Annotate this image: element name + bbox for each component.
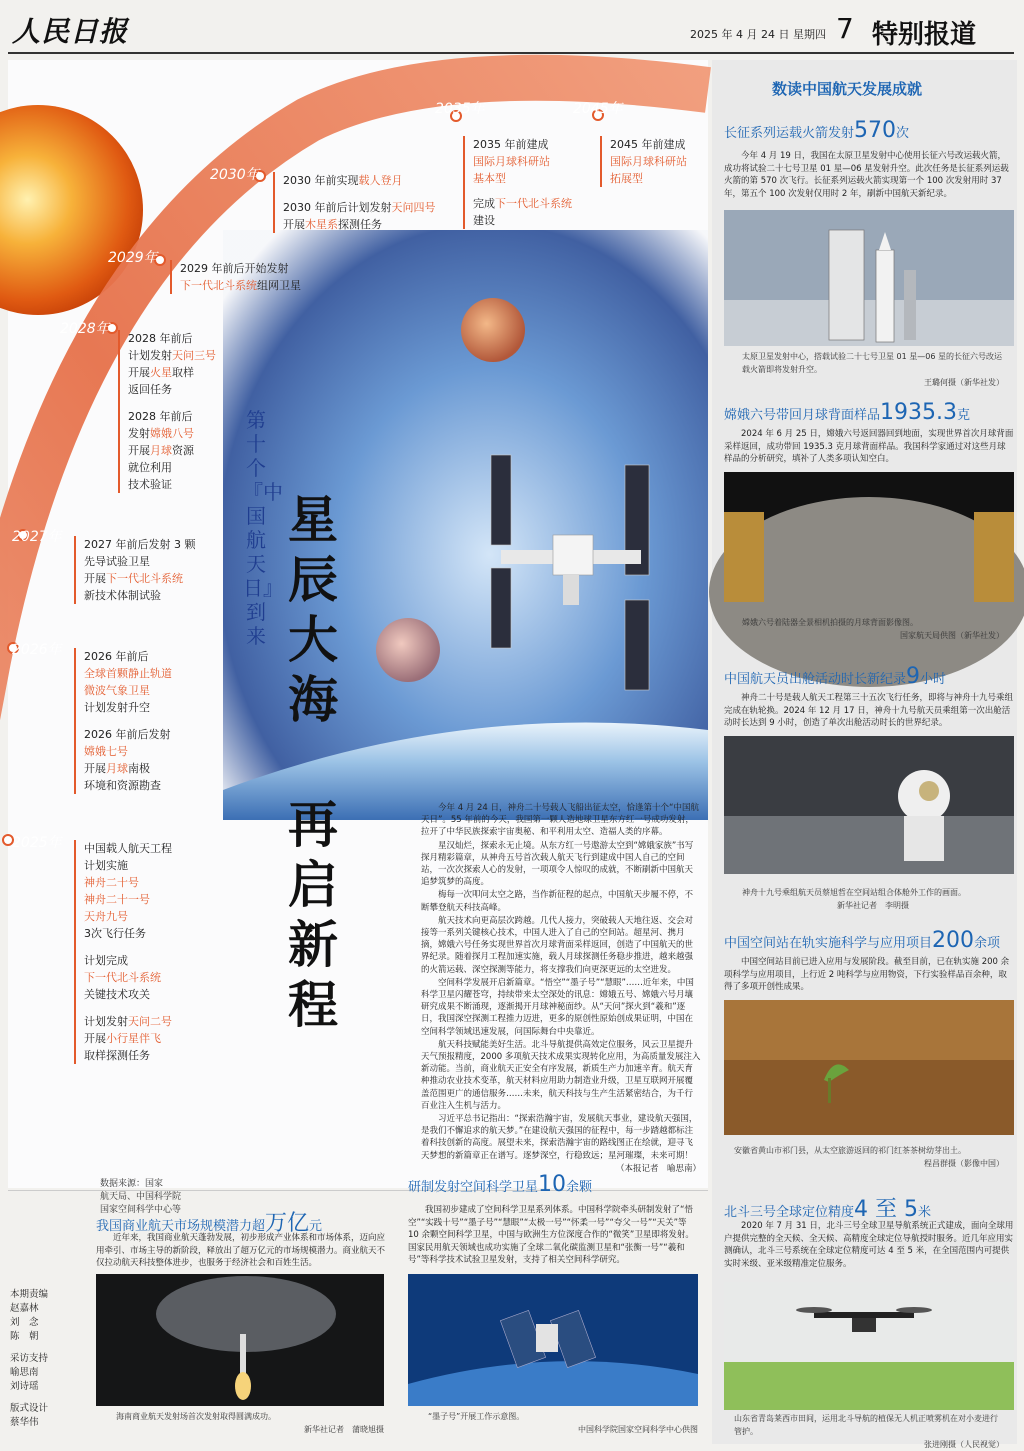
section-title: 特别报道	[872, 20, 977, 50]
commercial-space-title: 我国商业航天市场规模潜力超万亿元	[96, 1211, 323, 1236]
tea-photo-caption: 安徽省黄山市祁门县，从太空旅游返回的祁门红茶茶树幼芽出土。 程昌群摄（影像中国）	[734, 1146, 1004, 1168]
lunar-photo-caption: 嫦娥六号着陆器全景相机拍摄的月球背面影像图。 国家航天局供图（新华社发）	[742, 618, 1004, 640]
stat-rocket-title: 长征系列运载火箭发射570次	[724, 118, 910, 143]
lead-byline: （本报记者 喻思南）	[615, 1163, 701, 1174]
stat-space-station-text: 中国空间站目前已进入应用与发展阶段。截至目前，已在轨实施 200 余项科学与应用项目，上行近 2 吨科学与应用物资，下行实验样品百余种，取得了多项开创性成果。	[724, 957, 1010, 992]
stat-moon-sample-title: 嫦娥六号带回月球背面样品1935.3克	[724, 400, 971, 425]
stat-eva-text: 神舟二十号是载人航天工程第三十五次飞行任务，即将与神舟十九号乘组完成在轨轮换。2024 年 12 月 17 日，神舟十九号航天员乘组第一次出舱活动时长达到 9 小时，创造了单次出舱活动时长的世界纪录。	[724, 693, 1014, 728]
year-label-2030: 2030年	[210, 167, 260, 183]
astronaut-photo-caption: 神舟十九号乘组航天员蔡旭哲在空间站组合体舱外工作的画面。 新华社记者 李明摄	[742, 888, 966, 910]
year-label-2026: 2026年	[12, 642, 62, 658]
stat-eva-title: 中国航天员出舱活动时长新纪录9小时	[724, 664, 947, 689]
data-source-note: 数据来源：国家 航天局、中国科学院 国家空间科学中心等	[100, 1179, 182, 1215]
bottom-divider	[8, 1190, 708, 1191]
masthead-rule	[8, 52, 1014, 54]
milestone-2026: 2026 年前后 全球首颗静止轨道 微波气象卫星 计划发射升空 2026 年前后发射 嫦娥七号 开展月球南极 环境和资源勘查	[74, 648, 204, 794]
lunar-surface-photo	[724, 472, 1014, 602]
stat-beidou-title: 北斗三号全球定位精度4 至 5米	[724, 1197, 932, 1222]
commercial-space-text: 近年来，我国商业航天蓬勃发展，初步形成产业体系和市场体系，迈向应用牵引、市场主导的新阶段，释放出了超万亿元的市场规模潜力。商业航天不仅拉动航天科技整体进步，也服务于经济社会和百姓生活。	[96, 1233, 386, 1268]
dateline: 2025 年 4 月 24 日 星期四	[690, 28, 826, 41]
astronaut-eva-photo	[724, 736, 1014, 874]
commercial-launch-photo	[96, 1274, 384, 1406]
mozi-photo-caption: “墨子号”开展工作示意图。 中国科学院国家空间科学中心供图	[428, 1412, 698, 1434]
hero-title-part1: 星辰大海	[288, 491, 338, 729]
rocket-photo-caption: 太原卫星发射中心，搭载试验二十七号卫星 01 星—06 星的长征六号改运载火箭即将发射升空。 王璐何摄（新华社发）	[742, 352, 1004, 387]
milestone-2035: 2035 年前建成 国际月球科研站 基本型 完成下一代北斗系统 建设	[463, 136, 583, 229]
newspaper-logo: 人民日报	[12, 15, 129, 48]
hero-panel	[8, 60, 708, 1215]
stat-space-station-title: 中国空间站在轨实施科学与应用项目200余项	[724, 928, 1001, 953]
rocket-launch-photo	[724, 210, 1014, 346]
year-label-2045b: 2045年	[573, 101, 623, 117]
commercial-photo-caption: 海南商业航天发射场首次发射取得圆满成功。 新华社记者 蒲晓旭摄	[116, 1412, 384, 1434]
year-label-2045: 2035年	[435, 101, 485, 117]
year-label-2025: 2025年	[12, 835, 62, 851]
lead-article: 今年 4 月 24 日，神舟二十号载人飞船出征太空，恰逢第十个“中国航天日”。55 年前的今天，我国第一颗人造地球卫星东方红一号成功发射，拉开了中华民族探索宇宙奥秘、和平利用太空、造福人类的序幕。 星汉灿烂，探索永无止境。从东方红一号遨游太空到“嫦娥家族”书写探月精彩篇章，从神舟五号首次载人航天飞行到建成中国人自己的空间站，一次次探索人心的发射，一项项令人惊叹的成就，不断刷新中国航天追梦筑梦的高度。 梅每一次叩问太空之路，当作新征程的起点，中国航天步履不停，不断攀登航天科技高峰。 航天技术向更高层次跨越。几代人接力，突破载人天地往返、交会对接等一系列关键核心技术，中国人进入了自己的空间站。超星河、携月摘，嫦娥六号任务实现世界首次月球背面采样返回，创造了中国航天的世界纪录。随着探月工程加速实施，载人月球探测任务稳步推进，越来越强的火箭运载、深空探测等能力，将支撑我们向更深更远的太空进发。 空间科学发展开启新篇章。“悟空”“墨子号”“慧眼”……近年来，中国科学卫星闪耀苍穹，持续带来太空深处的讯息：嫦娥五号、嫦娥六号月壤研究成果不断涌现，逐渐揭开月球神秘面纱。从“天问”探火到“羲和”逐日，我国深空探测工程推力迈进，更多的原创性原始创成果证明，中国在空间科学领域迅速发展，问国际舞台中央靠近。 航天科技赋能美好生活。北斗导航提供高效定位服务，风云卫星提升天气预报精度，2000 多项航天技术成果实现转化应用，为高质量发展注入新动能。当前，商业航天正安全有序发展，新质生产力加速辛育。航天育种推动农业技术变革，航天材料应用助力制造业升级，卫星互联网开展覆盖范围更广的通信服务……未来，航天科技与生产生活紧密结合，为千行百业注入生机与活力。 习近平总书记指出：“探索浩瀚宇宙，发展航天事业，建设航天强国，是我们不懈追求的航天梦。”在建设航天强国的征程中，每一步踏越都标注着科技创新的高度。展望未来，探索浩瀚宇宙的路线图正在绘就，迎寻飞天梦想的新篇章正在谱写。逐梦深空，行稳致远；星河璀璨，未来可期！ （本报记者 喻思南）	[421, 803, 701, 1174]
masthead	[0, 0, 1024, 56]
year-label-2029: 2029年	[108, 250, 158, 266]
stats-column	[712, 60, 1017, 1449]
drone-farmland-photo	[724, 1282, 1014, 1410]
milestone-2045: 2045 年前建成 国际月球科研站 拓展型	[600, 136, 710, 187]
science-satellite-text: 我国初步建成了空间科学卫星系列体系。中国科学院牵头研制发射了“悟空”“实践十号”“墨子号”“慧眼”“太极一号”“怀柔一号”“夸父一号”“天关”等 10 余颗空间科学卫星，中国与欧洲生方位深度合作的“微笑”卫星即将发射。国家民用航天领域也成功实施了全球二氧化碳监测卫星和“张衡一号”“羲和号”等科学技术试验卫星发射，支持了相关空间科学研究。	[408, 1205, 694, 1265]
milestone-2029: 2029 年前后开始发射 下一代北斗系统组网卫星	[170, 260, 350, 294]
year-label-2028: 2028年	[60, 321, 110, 337]
science-satellite-title: 研制发射空间科学卫星10余颗	[408, 1172, 593, 1197]
milestone-2025: 中国载人航天工程 计划实施 神舟二十号 神舟二十一号 天舟九号 3次飞行任务 计划完成 下一代北斗系统 关键技术攻关 计划发射天问二号 开展小行星伴飞 取样探测任务	[74, 840, 204, 1064]
year-label-2027: 2027年	[12, 529, 62, 545]
drone-photo-caption: 山东省青岛莱西市田间，运用北斗导航的植保无人机正喷雾机在对小麦进行管护。 张进刚摄（人民视觉）	[734, 1414, 1004, 1449]
mozi-satellite-photo	[408, 1274, 698, 1406]
page-number: 7	[836, 12, 854, 45]
milestone-2030: 2030 年前实现载人登月 2030 年前后计划发射天问四号 开展木星系探测任务	[273, 172, 483, 233]
tea-sprout-photo	[724, 1000, 1014, 1135]
stat-rocket-text: 今年 4 月 19 日，我国在太原卫星发射中心使用长征六号改运载火箭，成功将试验二十七号卫星 01 星—06 星发射升空。此次任务是长征系列运载火箭的第 570 次飞行。长征系列运载火箭实现第一个 100 次发射用时 37 年，第五个 100 次发射仅用时 2 年，刷新中国航天新纪录。	[724, 151, 1009, 199]
stat-moon-sample-text: 2024 年 6 月 25 日，嫦娥六号返回器回到地面，实现世界首次月球背面采样返回，成功带回 1935.3 克月球背面样品。我国科学家通过对这些月球样品的分析研究，填补了人类多项认知空白。	[724, 429, 1014, 464]
editor-credits: 本期责编 赵嘉林 刘 念 陈 朝 采访支持 喻思南 刘诗瑶 版式设计 蔡华伟	[10, 1289, 49, 1428]
milestone-2028: 2028 年前后 计划发射天问三号 开展火星取样 返回任务 2028 年前后 发射嫦娥八号 开展月球资源 就位利用 技术验证	[118, 330, 228, 493]
hero-title-part2: 再启新程	[288, 796, 338, 1034]
stats-header: 数读中国航天发展成就	[772, 80, 923, 98]
milestone-2027: 2027 年前后发射 3 颗 先导试验卫星 开展下一代北斗系统 新技术体制试验	[74, 536, 204, 604]
hero-subtitle: 第十个『中国航天日』到来	[243, 408, 283, 648]
stat-beidou-text: 2020 年 7 月 31 日，北斗三号全球卫星导航系统正式建成，面向全球用户提供完整的全天候、全天候、高精度全球定位导航授时服务。近几年应用实测确认，北斗三号系统在全球定位精度可达 4 至 5 米，在全国范围内可提供实时米级、亚米级精准定位服务。	[724, 1221, 1014, 1269]
